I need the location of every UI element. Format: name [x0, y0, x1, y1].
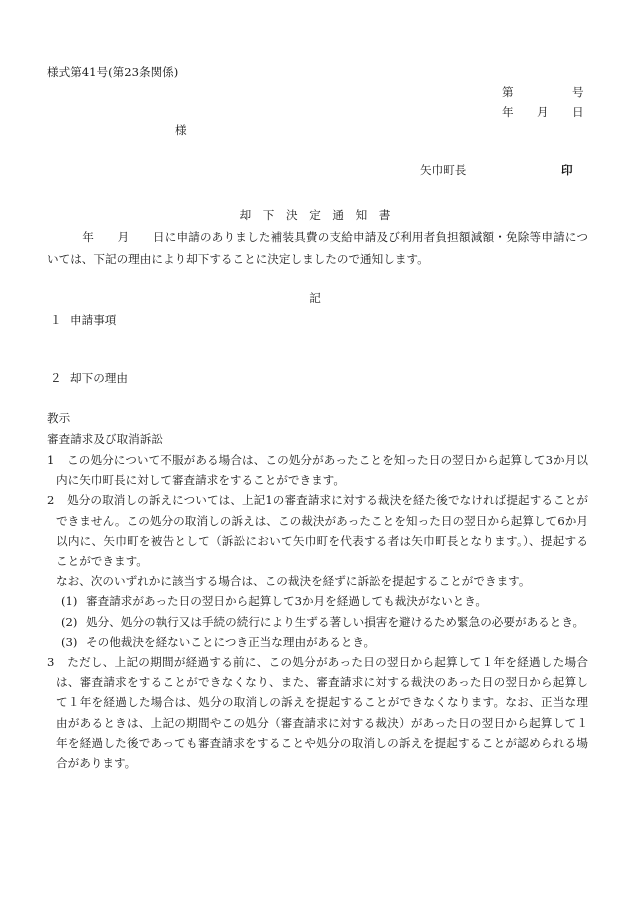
note-heading: 記	[309, 291, 321, 305]
instruction-item-1	[47, 450, 588, 490]
instruction-subheading: 審査請求及び取消訴訟	[47, 432, 163, 446]
instruction-subitem-3	[47, 632, 588, 652]
issuer-name: 矢巾町長	[420, 163, 467, 177]
section-application-item	[50, 310, 116, 330]
item-text: 処分の取消しの訴えについては、上記1の審査請求に対する裁決を経た後でなければ提起することができません。この処分の取消しの訴えは、この裁決があったことを知った日の翌日から起算して6か月以内に、矢巾町を被告として（訴訟において矢巾町を代表する者は矢巾町長となります。）、提起することができます。	[56, 493, 588, 569]
instruction-heading: 教示	[47, 411, 71, 425]
subitem-text: 審査請求があった日の翌日から起算して3か月を経過しても裁決がないとき。	[86, 594, 487, 609]
subitem-text: 処分、処分の執行又は手続の続行により生ずる著しい損害を避けるため緊急の必要があるとき。	[86, 614, 585, 629]
notice-body: 年 月 日に申請のありました補装具費の支給申請及び利用者負担額減額・免除等申請については、下記の理由により却下することに決定しましたので通知します。	[47, 230, 588, 266]
subitem-number: (2)	[61, 614, 78, 629]
item-number: 3	[47, 655, 55, 670]
date-day-label: 日	[572, 105, 584, 119]
item-number: 2	[47, 493, 55, 508]
addressee-suffix: 様	[175, 123, 187, 137]
document-number-suffix: 号	[572, 85, 584, 99]
subitem-number: (1)	[61, 594, 78, 609]
item-text: ただし、上記の期間が経過する前に、この処分があった日の翌日から起算して１年を経過した場合は、審査請求をすることができなくなり、また、審査請求に対する裁決のあった日の翌日から起算して１年を経過した場合は、処分の取消しの訴えを提起することができなくなります。なお、正当な理由があるときは、上記の期間やこの処分（審査請求に対する裁決）があった日の翌日から起算して１年を経過した後であっても審査請求をすることや処分の取消しの訴えを提起することが認められる場合があります。	[56, 655, 588, 771]
instruction-item-3	[47, 652, 588, 773]
subitem-text: その他裁決を経ないことにつき正当な理由があるとき。	[86, 634, 376, 649]
document-number-prefix: 第	[502, 85, 514, 99]
item-text: この処分について不服がある場合は、この処分があったことを知った日の翌日から起算して3か月以内に矢巾町長に対して審査請求をすることができます。	[56, 453, 588, 488]
instruction-block	[47, 408, 588, 773]
instruction-subitem-1	[47, 591, 588, 611]
section-label: 申請事項	[70, 313, 117, 327]
instruction-item-2-note: なお、次のいずれかに該当する場合は、この裁決を経ずに訴訟を提起することができます。	[56, 574, 531, 589]
date-month-label: 月	[537, 105, 549, 119]
section-number: ２	[50, 371, 62, 385]
item-number: 1	[47, 453, 55, 467]
subitem-number: (3)	[61, 634, 78, 649]
instruction-subitem-2	[47, 612, 588, 632]
section-number: １	[50, 313, 62, 327]
instruction-item-2	[47, 490, 588, 571]
section-label: 却下の理由	[70, 371, 128, 385]
section-rejection-reason	[50, 368, 128, 388]
form-number: 様式第41号(第23条関係)	[47, 65, 179, 79]
date-year-label: 年	[502, 105, 514, 119]
document-title: 却下決定通知書	[239, 208, 402, 222]
seal-mark: 印	[561, 163, 573, 177]
